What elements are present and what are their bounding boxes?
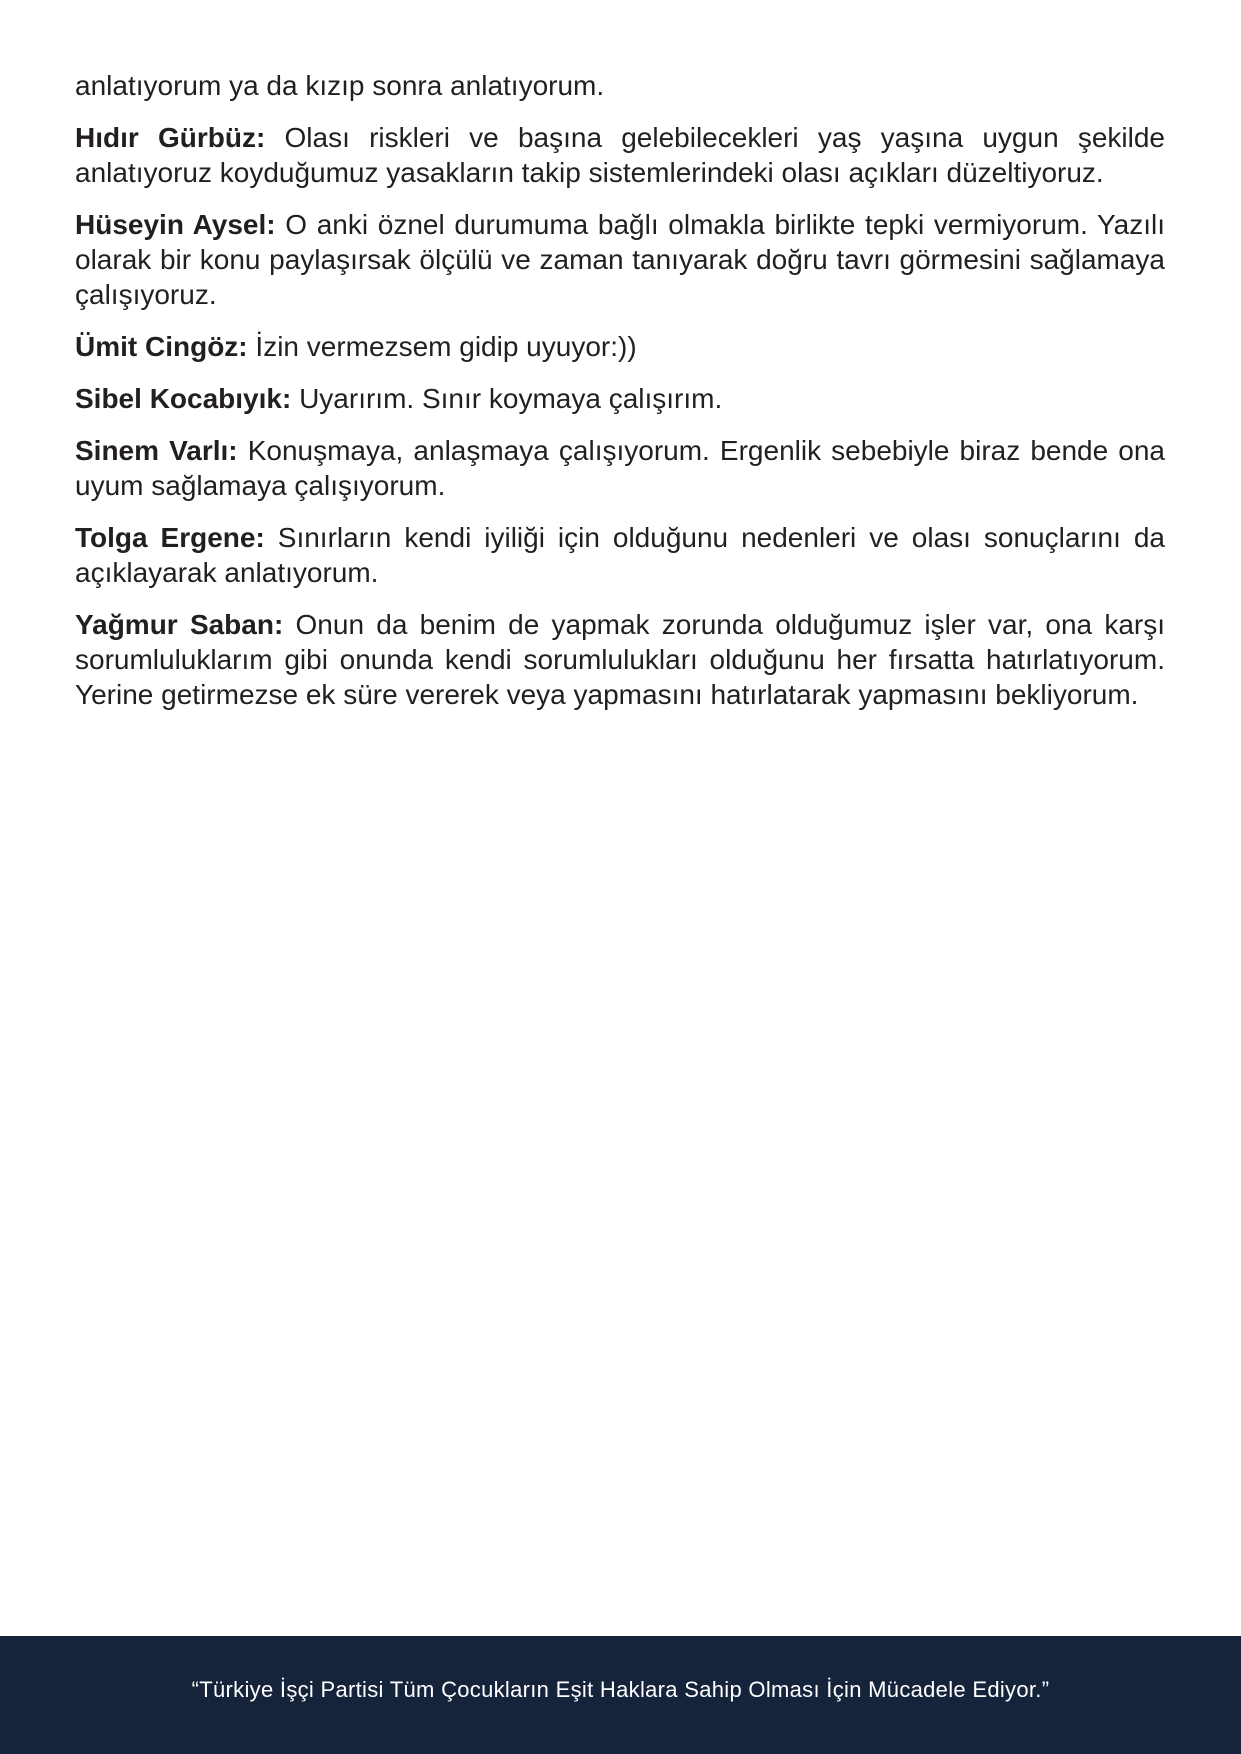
answer-paragraph (75, 381, 1165, 416)
answer-paragraph (75, 607, 1165, 712)
answer-paragraph (75, 433, 1165, 503)
answer-paragraph (75, 120, 1165, 190)
speaker-name: Hıdır Gürbüz: (75, 122, 266, 153)
speaker-name: Sinem Varlı: (75, 435, 238, 466)
answer-text: anlatıyorum ya da kızıp sonra anlatıyorum. (75, 70, 605, 101)
answer-text: O anki öznel durumuma bağlı olmakla birlikte tepki vermiyorum. Yazılı olarak bir konu paylaşırsak ölçülü ve zaman tanıyarak doğru tavrı görmesini sağlamaya çalışıyoruz. (75, 209, 1166, 310)
answer-paragraph (75, 207, 1165, 312)
answer-paragraph (75, 520, 1165, 590)
footer-slogan: “Türkiye İşçi Partisi Tüm Çocukların Eşit Haklara Sahip Olması İçin Mücadele Ediyor.” (191, 1677, 1050, 1702)
speaker-name: Hüseyin Aysel: (75, 209, 276, 240)
speaker-name: Ümit Cingöz: (75, 331, 248, 362)
speaker-name: Tolga Ergene: (75, 522, 265, 553)
answer-text: İzin vermezsem gidip uyuyor:)) (247, 331, 637, 362)
answer-paragraph (75, 329, 1165, 364)
footer-banner (0, 1636, 1241, 1754)
speaker-name: Sibel Kocabıyık: (75, 383, 292, 414)
speaker-name: Yağmur Saban: (75, 609, 284, 640)
answer-text: Sınırların kendi iyiliği için olduğunu nedenleri ve olası sonuçlarını da açıklayarak anlatıyorum. (75, 522, 1165, 588)
document-body (75, 68, 1165, 729)
answer-text: Uyarırım. Sınır koymaya çalışırım. (291, 383, 723, 414)
answer-text: Konuşmaya, anlaşmaya çalışıyorum. Ergenlik sebebiyle biraz bende ona uyum sağlamaya çalışıyorum. (75, 435, 1166, 501)
answer-paragraph (75, 68, 1165, 103)
answer-text: Olası riskleri ve başına gelebilecekleri yaş yaşına uygun şekilde anlatıyoruz koyduğumuz yasakların takip sistemlerindeki olası açıkları düzeltiyoruz. (75, 122, 1166, 188)
answer-text: Onun da benim de yapmak zorunda olduğumuz işler var, ona karşı sorumluluklarım gibi onunda kendi sorumlulukları olduğunu her fırsatta hatırlatıyorum. Yerine getirmezse ek süre vererek veya yapmasını hatırlatarak yapmasını bekliyorum. (75, 609, 1165, 710)
